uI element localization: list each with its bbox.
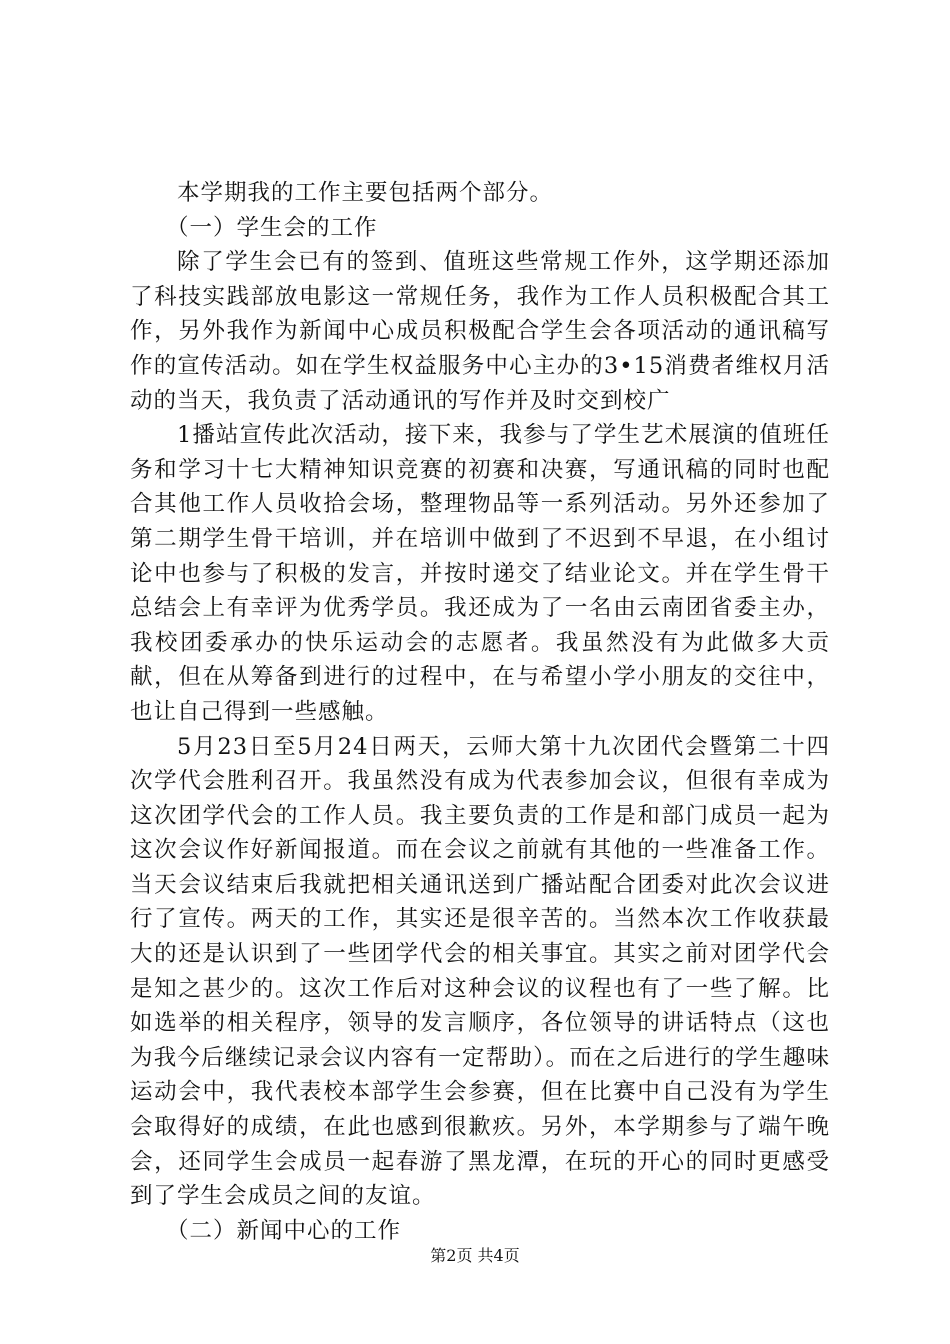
- paragraph-routine-work: 除了学生会已有的签到、值班这些常规工作外，这学期还添加了科技实践部放电影这一常规任务，我作为工作人员积极配合其工作，另外我作为新闻中心成员积极配合学生会各项活动的通讯稿写作的宣传活动。如在学生权益服务中心主办的3•15消费者维权月活动的当天，我负责了活动通讯的写作并及时交到校广: [130, 249, 830, 414]
- page-number-footer: 第2页 共4页: [430, 1246, 520, 1265]
- section-heading-news-center: （二）新闻中心的工作: [166, 1217, 402, 1244]
- paragraph-activities: 1播站宣传此次活动，接下来，我参与了学生艺术展演的值班任务和学习十七大精神知识竞赛的初赛和决赛，写通讯稿的同时也配合其他工作人员收拾会场，整理物品等一系列活动。另外还参加了第二期学生骨干培训，并在培训中做到了不迟到不早退，在小组讨论中也参与了积极的发言，并按时递交了结业论文。并在学生骨干总结会上有幸评为优秀学员。我还成为了一名由云南团省委主办，我校团委承办的快乐运动会的志愿者。我虽然没有为此做多大贡献，但在从筹备到进行的过程中，在与希望小学小朋友的交往中，也让自己得到一些感触。: [130, 422, 830, 725]
- section-heading-student-union: （一）学生会的工作: [166, 214, 378, 241]
- paragraph-congress: 5月23日至5月24日两天，云师大第十九次团代会暨第二十四次学代会胜利召开。我虽然没有成为代表参加会议，但很有幸成为这次团学代会的工作人员。我主要负责的工作是和部门成员一起为这次会议作好新闻报道。而在会议之前就有其他的一些准备工作。当天会议结束后我就把相关通讯送到广播站配合团委对此次会议进行了宣传。两天的工作，其实还是很辛苦的。当然本次工作收获最大的还是认识到了一些团学代会的相关事宜。其实之前对团学代会是知之甚少的。这次工作后对这种会议的议程也有了一些了解。比如选举的相关程序，领导的发言顺序，各位领导的讲话特点（这也为我今后继续记录会议内容有一定帮助）。而在之后进行的学生趣味运动会中，我代表校本部学生会参赛，但在比赛中自己没有为学生会取得好的成绩，在此也感到很歉疚。另外，本学期参与了端午晚会，还同学生会成员一起春游了黑龙潭，在玩的开心的同时更感受到了学生会成员之间的友谊。: [130, 733, 830, 1210]
- document-body: [130, 176, 830, 1248]
- intro-paragraph: 本学期我的工作主要包括两个部分。: [177, 180, 554, 206]
